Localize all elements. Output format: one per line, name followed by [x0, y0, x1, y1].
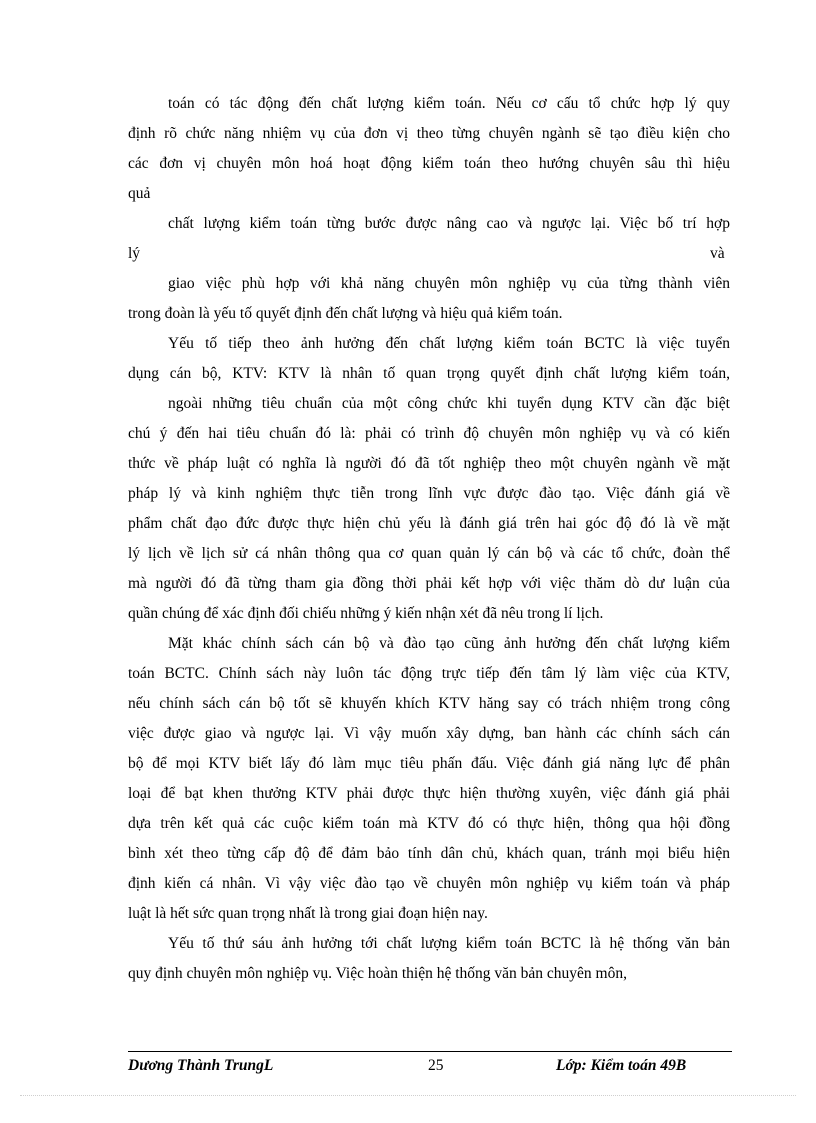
- footer-author: Dương Thành TrungL: [128, 1057, 274, 1074]
- page-number: 25: [428, 1057, 444, 1074]
- body-line: quy định chuyên môn nghiệp vụ. Việc hoàn thiện hệ thống văn bản chuyên môn,: [128, 965, 627, 982]
- body-line: quần chúng để xác định đối chiếu những ý kiến nhận xét đã nêu trong lí lịch.: [128, 605, 604, 622]
- body-line: lý: [128, 245, 141, 262]
- body-line: pháp lý và kinh nghiệm thực tiễn trong lĩnh vực được đào tạo. Việc đánh giá về: [128, 485, 730, 502]
- footer-rule: [128, 1051, 732, 1052]
- body-line: các đơn vị chuyên môn hoá hoạt động kiểm toán theo hướng chuyên sâu thì hiệu: [128, 155, 730, 172]
- body-line: dựa trên kết quả các cuộc kiểm toán mà KTV đó có thực hiện, thông qua hội đồng: [128, 815, 730, 832]
- body-line: luật là hết sức quan trọng nhất là trong giai đoạn hiện nay.: [128, 905, 488, 922]
- body-line: mà người đó đã từng tham gia đồng thời phải kết hợp với việc thăm dò dư luận của: [128, 575, 730, 592]
- body-line: phẩm chất đạo đức được thực hiện chủ yếu là đánh giá trên hai góc độ đó là về mặt: [128, 515, 730, 532]
- body-line: Yếu tố tiếp theo ảnh hưởng đến chất lượng kiểm toán BCTC là việc tuyển: [168, 335, 730, 352]
- body-line: toán BCTC. Chính sách này luôn tác động trực tiếp đến tâm lý làm việc của KTV,: [128, 665, 730, 682]
- page-boundary-divider: [20, 1095, 796, 1096]
- body-line: dụng cán bộ, KTV: KTV là nhân tố quan trọng quyết định chất lượng kiểm toán,: [128, 365, 730, 382]
- body-line: Mặt khác chính sách cán bộ và đào tạo cũng ảnh hưởng đến chất lượng kiểm: [168, 635, 730, 652]
- body-line: định rõ chức năng nhiệm vụ của đơn vị theo từng chuyên ngành sẽ tạo điều kiện cho: [128, 125, 730, 142]
- body-line: thức về pháp luật có nghĩa là người đó đã tốt nghiệp theo một chuyên ngành về mặt: [128, 455, 730, 472]
- body-line: trong đoàn là yếu tố quyết định đến chất lượng và hiệu quả kiểm toán.: [128, 305, 563, 322]
- body-line: chú ý đến hai tiêu chuẩn đó là: phải có trình độ chuyên môn nghiệp vụ và có kiến: [128, 425, 730, 442]
- body-line: định kiến cá nhân. Vì vậy việc đào tạo về chuyên môn nghiệp vụ kiểm toán và pháp: [128, 875, 730, 892]
- body-line: loại để bạt khen thưởng KTV phải được thực hiện thường xuyên, việc đánh giá phải: [128, 785, 730, 802]
- body-line: bộ để mọi KTV biết lấy đó làm mục tiêu phấn đấu. Việc đánh giá năng lực để phân: [128, 755, 730, 772]
- body-line: Yếu tố thứ sáu ảnh hưởng tới chất lượng kiểm toán BCTC là hệ thống văn bản: [168, 935, 730, 952]
- body-line: giao việc phù hợp với khả năng chuyên môn nghiệp vụ của từng thành viên: [168, 275, 730, 292]
- body-line: chất lượng kiểm toán từng bước được nâng cao và ngược lại. Việc bố trí hợp: [168, 215, 730, 232]
- body-line: việc được giao và ngược lại. Vì vậy muốn xây dựng, ban hành các chính sách cán: [128, 725, 730, 742]
- body-line: toán có tác động đến chất lượng kiểm toán. Nếu cơ cấu tổ chức hợp lý quy: [168, 95, 730, 112]
- body-line: và: [710, 245, 725, 262]
- body-line: ngoài những tiêu chuẩn của một công chức khi tuyển dụng KTV cần đặc biệt: [168, 395, 730, 412]
- body-line: lý lịch về lịch sử cá nhân thông qua cơ quan quản lý cán bộ và các tổ chức, đoàn thể: [128, 545, 730, 562]
- body-line: bình xét theo từng cấp độ để đảm bảo tính dân chủ, khách quan, tránh mọi biểu hiện: [128, 845, 730, 862]
- footer-class-label: Lớp: Kiểm toán 49B: [556, 1057, 687, 1074]
- body-line: quả: [128, 185, 151, 202]
- body-line: nếu chính sách cán bộ tốt sẽ khuyến khích KTV hăng say có trách nhiệm trong công: [128, 695, 730, 712]
